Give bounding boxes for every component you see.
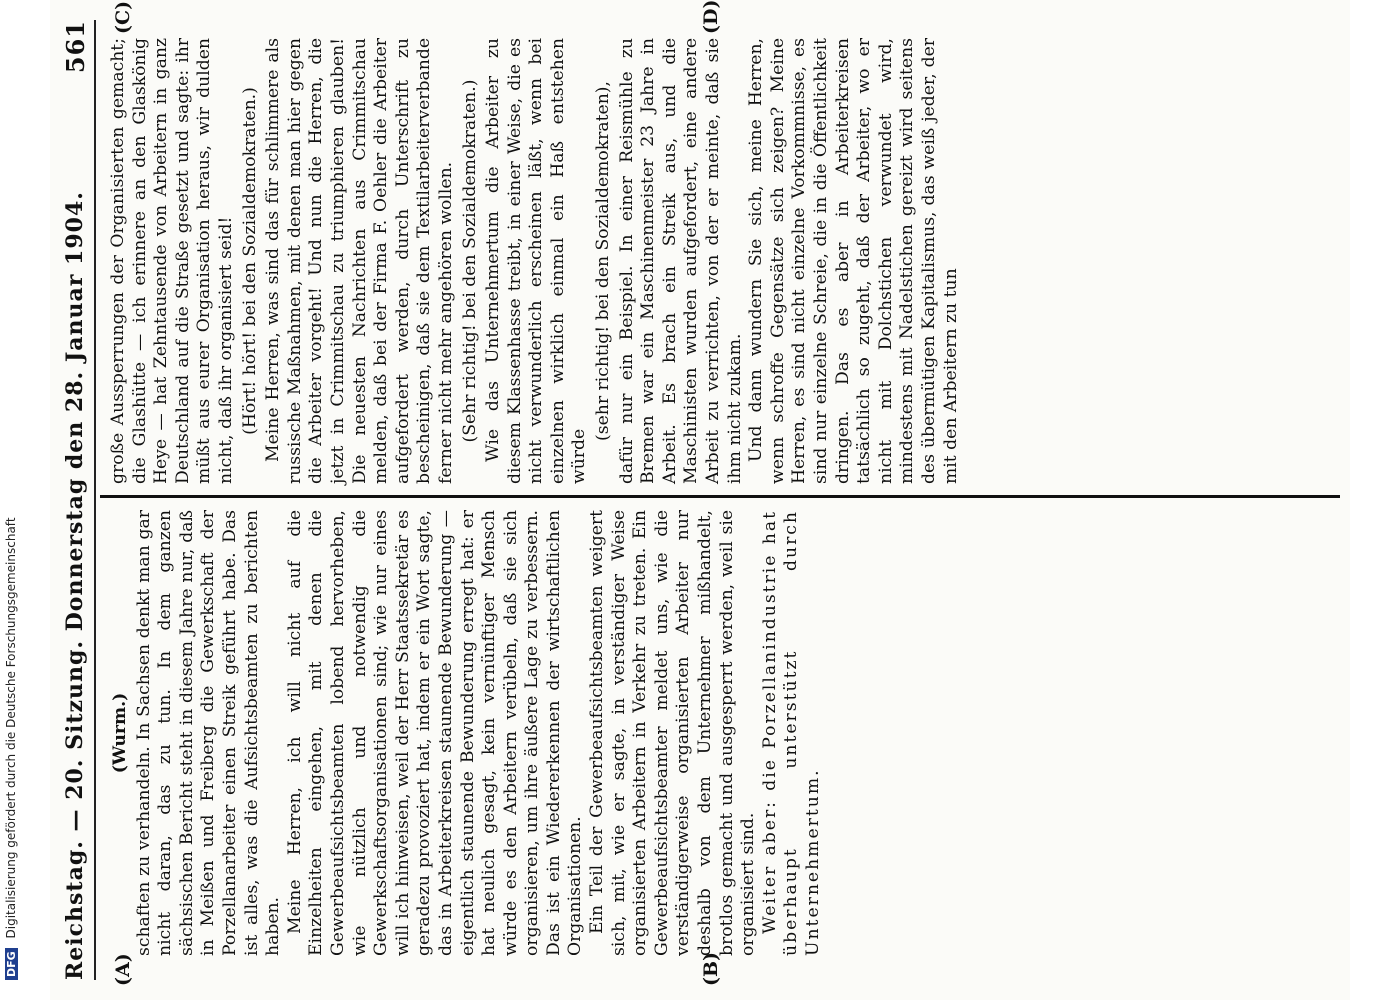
paragraph: Und dann wundern Sie sich, meine Herren, wenn schroffe Gegensätze sich zeigen? Meine Herren, es sind nicht einzelne Vorkommnisse, es sind nur einzelne Schreie, die in die Öffentlichkeit dringen. Das es aber in Arbeiterkreisen tatsächlich so zugeht, daß der Arbeiter, wo er nicht mit Dolchstichen verwundet wird, mindestens mit Nadelstichen gereizt wird seitens des übermütigen Kapitalismus, das weiß jeder, der mit den Arbeitern zu tun <box>746 38 961 484</box>
page-number: 561 <box>60 20 90 74</box>
left-column <box>108 510 1340 956</box>
dfg-logo: DFG <box>5 948 18 980</box>
paragraph: Weiter aber: die Porzellanindustrie hat überhaupt unterstützt durch Unternehmertum. <box>759 510 823 956</box>
header-rule <box>94 20 96 980</box>
paragraph: Ein Teil der Gewerbeaufsichtsbeamten weigert sich, mit, wie er sagte, in verständiger Weise organisierten Arbeitern in Verkehr zu treten. Ein Gewerbeaufsichtsbeamter meldet uns, wie die verständigerweise organisierten Arbeiter nur deshalb von dem Unternehmer mißhandelt, brotlos gemacht und ausgesperrt werden, weil sie organisiert sind. <box>587 510 759 956</box>
right-column <box>108 38 1340 484</box>
margin-marker-b: (B) <box>700 951 722 986</box>
margin-marker-d: (D) <box>700 0 722 34</box>
margin-marker-c: (C) <box>112 0 134 34</box>
column-divider <box>100 495 1340 498</box>
paragraph: dafür nur ein Beispiel. In einer Reismühle zu Bremen war ein Maschinenmeister 23 Jahre in Arbeit. Es brach ein Streik aus, und die Maschinisten wurden aufgefordert, eine andere Arbeit zu verrichten, von der er meinte, daß sie ihm nicht zukam. <box>616 38 745 484</box>
page-header <box>58 20 92 980</box>
interjection: (Sehr richtig! bei den Sozialdemokraten.) <box>459 79 480 443</box>
paragraph: Meine Herren, was sind das für schlimmere als russische Maßnahmen, mit denen man hier gegen die Arbeiter vorgeht! Und nun die Herren, die jetzt in Crimmitschau zu triumphieren glauben! Die neuesten Nachrichten aus Crimmitschau melden, daß bei der Firma F. Oehler die Arbeiter aufgefordert werden, durch Unterschrift zu bescheinigen, daß sie dem Textilarbeiterverbande ferner nicht mehr angehören wollen. <box>263 38 456 484</box>
document-page <box>50 0 1350 1000</box>
paragraph: Meine Herren, ich will nicht auf die Einzelheiten eingehen, mit denen die Gewerbeaufsichtsbeamten lobend hervorheben, wie nützlich und notwendig die Gewerkschaftsorganisationen sind; wie nur eines will ich hinweisen, weil der Herr Staatssekretär es geradezu provoziert hat, indem er ein Wort sagte, das in Arbeiterkreisen staunende Bewunderung — eigentlich staunende Bewunderung erregt hat: er hat neulich gesagt, kein vernünftiger Mensch würde es den Arbeitern verübeln, daß sie sich organisieren, um ihre äußere Lage zu verbessern. Das ist ein Wiedererkennen der wirtschaftlichen Organisationen. <box>284 510 586 956</box>
margin-marker-a: (A) <box>112 953 134 986</box>
paragraph: schaften zu verhandeln. In Sachsen denkt man gar nicht daran, das zu tun. In dem ganzen sächsischen Bericht steht in diesem Jahre nur, daß in Meißen und Freiberg die Gewerkschaft der Porzellanarbeiter einen Streik geführt habe. Das ist alles, was die Aufsichtsbeamten zu berichten haben. <box>133 510 284 956</box>
digitization-credit <box>4 0 18 980</box>
page-title: Reichstag. — 20. Sitzung. Donnerstag den 28. Januar 1904. <box>62 191 88 980</box>
paragraph: große Aussperrungen der Organisierten gemacht; die Glashütte — ich erinnere an den Glaskönig Heye — hat Zehntausende von Arbeitern in ganz Deutschland auf die Straße gesetzt und sagte: ihr müßt aus eurer Organisation heraus, wir dulden nicht, daß ihr organisiert seid! <box>108 38 236 484</box>
interjection: (sehr richtig! bei den Sozialdemokraten), <box>593 81 614 441</box>
credit-text: Digitalisierung gefördert durch die Deutsche Forschungsgemeinschaft <box>4 517 18 939</box>
paragraph: Wie das Unternehmertum die Arbeiter zu diesem Klassenhasse treibt, in einer Weise, die es nicht verwunderlich erscheinen läßt, wenn bei einzelnen wirklich einmal ein Haß entstehen würde <box>483 38 590 484</box>
interjection: (Hört! hört! bei den Sozialdemokraten.) <box>239 87 260 435</box>
speaker-label: (Wurm.) <box>110 692 130 774</box>
